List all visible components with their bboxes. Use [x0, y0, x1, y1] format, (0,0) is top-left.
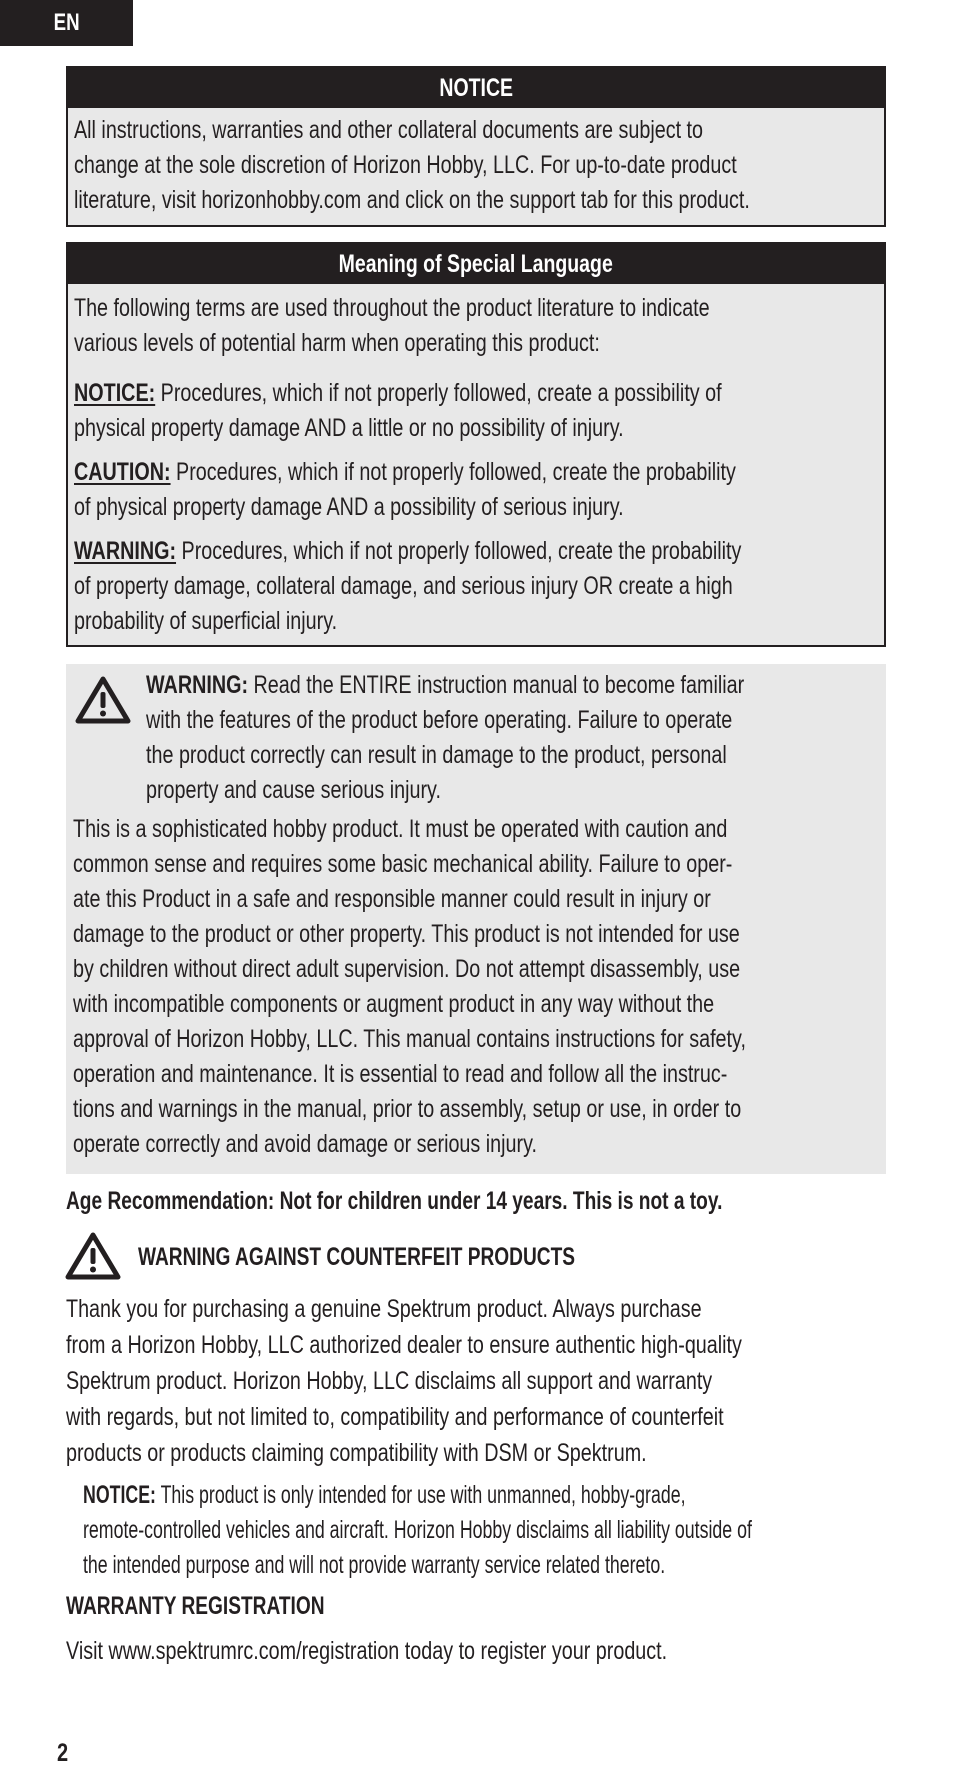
warning-body-line: ate this Product in a safe and responsible manner could result in injury or [73, 885, 711, 913]
notice-box [66, 66, 886, 227]
counterfeit-line: Thank you for purchasing a genuine Spektrum product. Always purchase [66, 1295, 702, 1323]
notice-box-header: NOTICE [68, 68, 884, 108]
term-line: physical property damage AND a little or no possibility of injury. [74, 414, 624, 442]
notice-box-line: change at the sole discretion of Horizon Hobby, LLC. For up-to-date product [74, 151, 737, 179]
special-language-box [66, 242, 886, 647]
warranty-registration-title: WARRANTY REGISTRATION [66, 1592, 325, 1620]
counterfeit-line: from a Horizon Hobby, LLC authorized dealer to ensure authentic high-quality [66, 1331, 742, 1359]
intro-line: The following terms are used throughout the product literature to indicate [74, 294, 710, 322]
intended-use-notice-line: remote-controlled vehicles and aircraft. Horizon Hobby disclaims all liability outside of [83, 1516, 752, 1544]
term-caution: CAUTION: Procedures, which if not properly followed, create the probability [74, 458, 736, 486]
warning-body-line: approval of Horizon Hobby, LLC. This manual contains instructions for safety, [73, 1025, 746, 1053]
counterfeit-title: WARNING AGAINST COUNTERFEIT PRODUCTS [138, 1243, 576, 1271]
intended-use-notice-line: NOTICE: This product is only intended for use with unmanned, hobby-grade, [83, 1481, 686, 1509]
language-tab [0, 0, 133, 46]
special-language-header: Meaning of Special Language [68, 244, 884, 284]
warning-body-line: with incompatible components or augment product in any way without the [73, 990, 715, 1018]
warning-body-line: operation and maintenance. It is essential to read and follow all the instruc- [73, 1060, 728, 1088]
term-notice: NOTICE: Procedures, which if not properly followed, create a possibility of [74, 379, 722, 407]
term-label: WARNING: [74, 537, 177, 565]
warning-triangle-icon [75, 675, 131, 725]
page-number: 2 [57, 1739, 69, 1767]
warning-body-line: This is a sophisticated hobby product. It must be operated with caution and [73, 815, 728, 843]
warranty-registration-text: Visit www.spektrumrc.com/registration today to register your product. [66, 1637, 668, 1665]
notice-label: NOTICE: [83, 1481, 156, 1509]
warning-body-line: damage to the product or other property. This product is not intended for use [73, 920, 740, 948]
warning-lead-line: property and cause serious injury. [146, 776, 441, 804]
term-line: of property damage, collateral damage, and serious injury OR create a high [74, 572, 733, 600]
age-recommendation: Age Recommendation: Not for children under 14 years. This is not a toy. [66, 1187, 723, 1215]
term-line: of physical property damage AND a possibility of serious injury. [74, 493, 624, 521]
warning-triangle-icon [65, 1231, 121, 1281]
warning-body-line: tions and warnings in the manual, prior to assembly, setup or use, in order to [73, 1095, 742, 1123]
warning-body-line: common sense and requires some basic mechanical ability. Failure to oper- [73, 850, 733, 878]
notice-box-line: literature, visit horizonhobby.com and click on the support tab for this product. [74, 186, 750, 214]
intended-use-notice-line: the intended purpose and will not provide warranty service related thereto. [83, 1551, 666, 1579]
warning-lead-line: WARNING: Read the ENTIRE instruction manual to become familiar [146, 671, 745, 699]
counterfeit-line: Spektrum product. Horizon Hobby, LLC disclaims all support and warranty [66, 1367, 713, 1395]
counterfeit-line: products or products claiming compatibility with DSM or Spektrum. [66, 1439, 647, 1467]
term-label: CAUTION: [74, 458, 171, 486]
warning-lead-line: with the features of the product before operating. Failure to operate [146, 706, 733, 734]
warning-label: WARNING: [146, 671, 249, 699]
warning-body-line: by children without direct adult supervision. Do not attempt disassembly, use [73, 955, 741, 983]
intro-line: various levels of potential harm when operating this product: [74, 329, 600, 357]
term-label: NOTICE: [74, 379, 156, 407]
warning-body-line: operate correctly and avoid damage or serious injury. [73, 1130, 538, 1158]
term-line: probability of superficial injury. [74, 607, 338, 635]
notice-box-line: All instructions, warranties and other collateral documents are subject to [74, 116, 704, 144]
counterfeit-line: with regards, but not limited to, compatibility and performance of counterfeit [66, 1403, 724, 1431]
language-tab-label: EN [53, 9, 80, 36]
warning-lead-line: the product correctly can result in damage to the product, personal [146, 741, 727, 769]
term-warning: WARNING: Procedures, which if not properly followed, create the probability [74, 537, 742, 565]
